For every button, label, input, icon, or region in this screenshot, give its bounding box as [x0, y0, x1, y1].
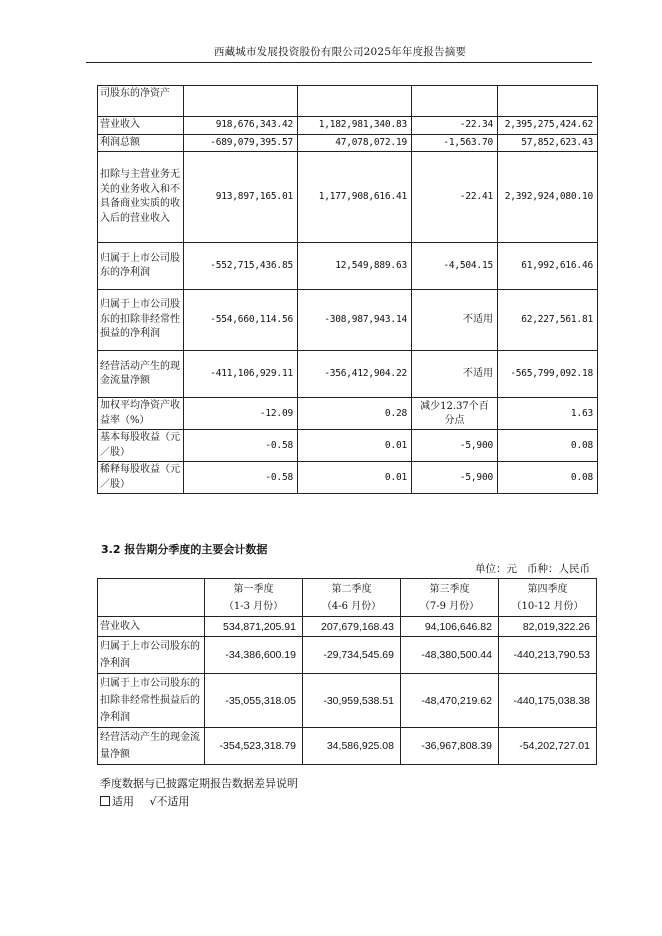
- header-quarter: 第一季度: [233, 583, 274, 595]
- cell-change: 减少12.37个百分点: [412, 398, 498, 430]
- table-row: [98, 86, 598, 117]
- cell-2024: 1,182,981,340.83: [298, 117, 412, 135]
- header-row: [98, 579, 597, 617]
- cell-change: -22.34: [412, 117, 498, 135]
- cell-q1: 534,871,205.91: [205, 617, 303, 637]
- row-label: 基本每股收益（元／股）: [98, 430, 184, 462]
- cell-q3: 94,106,646.82: [401, 617, 499, 637]
- cell-change: -5,900: [412, 430, 498, 462]
- cell-2025: -552,715,436.85: [184, 243, 298, 290]
- unit-line: [465, 561, 590, 576]
- unit-label: 单位：元: [475, 563, 517, 575]
- cell-2023: 62,227,561.81: [498, 290, 598, 351]
- option-not-applicable-label: √不适用: [149, 795, 190, 808]
- table-row: [98, 117, 598, 135]
- header-months: （10-12 月份）: [511, 600, 584, 612]
- cell-2025: -411,106,929.11: [184, 351, 298, 398]
- cell-2023: -565,799,092.18: [498, 351, 598, 398]
- row-label: 营业收入: [98, 617, 205, 637]
- cell-2025: [184, 86, 298, 117]
- header-months: （7-9 月份）: [419, 600, 480, 612]
- table-row: [98, 351, 598, 398]
- annual-data-table: [97, 85, 598, 494]
- cell-q4: -54,202,727.01: [499, 728, 597, 765]
- cell-q2: -29,734,545.69: [303, 637, 401, 674]
- row-label: 经营活动产生的现金流量净额: [98, 351, 184, 398]
- difference-note: 季度数据与已披露定期报告数据差异说明: [100, 777, 298, 790]
- header-quarter: 第三季度: [429, 583, 470, 595]
- table-row: [98, 674, 597, 728]
- cell-q4: -440,213,790.53: [499, 637, 597, 674]
- table-row: [98, 462, 598, 494]
- quarterly-data-table: [97, 578, 597, 765]
- cell-2023: 1.63: [498, 398, 598, 430]
- row-label: 营业收入: [98, 117, 184, 135]
- cell-2023: 2,392,924,080.10: [498, 152, 598, 243]
- cell-change: 不适用: [412, 351, 498, 398]
- cell-2024: 47,078,072.19: [298, 134, 412, 152]
- header-blank: [98, 579, 205, 617]
- header-months: （4-6 月份）: [321, 600, 382, 612]
- header-q2: [303, 579, 401, 617]
- cell-q4: -440,175,038.38: [499, 674, 597, 728]
- cell-q1: -35,055,318.05: [205, 674, 303, 728]
- cell-2025: -689,079,395.57: [184, 134, 298, 152]
- cell-2024: -356,412,904.22: [298, 351, 412, 398]
- row-label: 加权平均净资产收益率（%）: [98, 398, 184, 430]
- row-label: 归属于上市公司股东的扣除非经常性损益的净利润: [98, 290, 184, 351]
- cell-2024: 0.28: [298, 398, 412, 430]
- cell-2025: 918,676,343.42: [184, 117, 298, 135]
- cell-change: 不适用: [412, 290, 498, 351]
- header-q4: [499, 579, 597, 617]
- cell-2023: 2,395,275,424.62: [498, 117, 598, 135]
- cell-2025: -0.58: [184, 462, 298, 494]
- cell-change: -4,504.15: [412, 243, 498, 290]
- table-row: [98, 637, 597, 674]
- cell-change: [412, 86, 498, 117]
- cell-2025: -554,660,114.56: [184, 290, 298, 351]
- row-label: 经营活动产生的现金流量净额: [98, 728, 205, 765]
- cell-change: -1,563.70: [412, 134, 498, 152]
- cell-q1: -34,386,600.19: [205, 637, 303, 674]
- row-label: 司股东的净资产: [98, 86, 184, 117]
- option-applicable-label: 适用: [112, 795, 134, 808]
- header-quarter: 第四季度: [527, 583, 568, 595]
- table-row: [98, 617, 597, 637]
- header-rule: [86, 62, 592, 63]
- table-row: [98, 398, 598, 430]
- row-label: 利润总额: [98, 134, 184, 152]
- row-label: 扣除与主营业务无关的业务收入和不具备商业实质的收入后的营业收入: [98, 152, 184, 243]
- cell-q3: -36,967,808.39: [401, 728, 499, 765]
- header-q1: [205, 579, 303, 617]
- table-row: [98, 134, 598, 152]
- row-label: 稀释每股收益（元／股）: [98, 462, 184, 494]
- header-quarter: 第二季度: [331, 583, 372, 595]
- cell-2023: 0.08: [498, 430, 598, 462]
- cell-q2: -30,959,538.51: [303, 674, 401, 728]
- row-label: 归属于上市公司股东的净利润: [98, 637, 205, 674]
- cell-q1: -354,523,318.79: [205, 728, 303, 765]
- applicability-options: [100, 793, 190, 809]
- cell-2024: 12,549,889.63: [298, 243, 412, 290]
- cell-2023: 57,852,623.43: [498, 134, 598, 152]
- section-title: 3.2 报告期分季度的主要会计数据: [101, 543, 268, 556]
- table-row: [98, 243, 598, 290]
- cell-q4: 82,019,322.26: [499, 617, 597, 637]
- table-row: [98, 430, 598, 462]
- cell-2025: 913,897,165.01: [184, 152, 298, 243]
- cell-change: -5,900: [412, 462, 498, 494]
- cell-q2: 34,586,925.08: [303, 728, 401, 765]
- table-row: [98, 728, 597, 765]
- header-months: （1-3 月份）: [223, 600, 284, 612]
- header-q3: [401, 579, 499, 617]
- cell-2024: 0.01: [298, 430, 412, 462]
- page-header: 西藏城市发展投资股份有限公司2025年年度报告摘要: [213, 46, 467, 58]
- row-label: 归属于上市公司股东的扣除非经常性损益后的净利润: [98, 674, 205, 728]
- cell-change: -22.41: [412, 152, 498, 243]
- cell-q3: -48,470,219.62: [401, 674, 499, 728]
- cell-2024: [298, 86, 412, 117]
- cell-2023: 0.08: [498, 462, 598, 494]
- table-row: [98, 152, 598, 243]
- currency-label: 币种：人民币: [527, 563, 590, 575]
- cell-2025: -0.58: [184, 430, 298, 462]
- cell-2023: 61,992,616.46: [498, 243, 598, 290]
- cell-2024: 0.01: [298, 462, 412, 494]
- cell-2023: [498, 86, 598, 117]
- table-row: [98, 290, 598, 351]
- cell-2024: -308,987,943.14: [298, 290, 412, 351]
- cell-q3: -48,380,500.44: [401, 637, 499, 674]
- cell-2024: 1,177,908,616.41: [298, 152, 412, 243]
- row-label: 归属于上市公司股东的净利润: [98, 243, 184, 290]
- cell-q2: 207,679,168.43: [303, 617, 401, 637]
- cell-2025: -12.09: [184, 398, 298, 430]
- checkbox-applicable: [100, 796, 110, 806]
